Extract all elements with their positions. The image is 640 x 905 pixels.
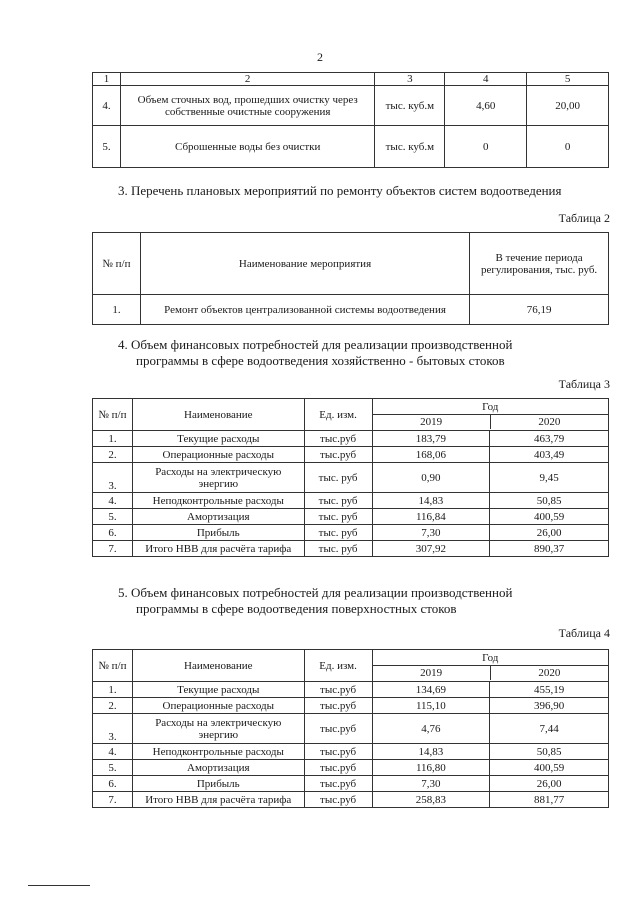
table-header-row	[93, 73, 609, 86]
header-name: Наименование	[132, 650, 304, 682]
row-number: 5.	[93, 126, 121, 168]
row-unit: тыс. руб	[304, 493, 372, 509]
row-name: Ремонт объектов централизованной системы водоотведения	[140, 295, 469, 325]
table-row	[93, 126, 609, 168]
row-name: Объем сточных вод, прошедших очистку через собственные очистные сооружения	[120, 86, 374, 126]
table-row	[93, 714, 609, 744]
row-name: Амортизация	[132, 509, 304, 525]
header-period: В течение периода регулирования, тыс. руб.	[470, 233, 609, 295]
row-value-2020: 26,00	[490, 525, 609, 541]
table-1	[92, 72, 609, 168]
row-number: 4.	[93, 744, 133, 760]
row-value-2020: 396,90	[490, 698, 609, 714]
row-unit: тыс.руб	[304, 792, 372, 808]
row-name: Расходы на электрическую энергию	[132, 463, 304, 493]
table-row	[93, 760, 609, 776]
row-number: 3.	[93, 463, 133, 493]
header-unit: Ед. изм.	[304, 399, 372, 431]
row-unit: тыс. куб.м	[375, 86, 445, 126]
header-year-2019: 2019	[373, 666, 491, 680]
row-number: 6.	[93, 776, 133, 792]
table-row	[93, 776, 609, 792]
row-number: 4.	[93, 86, 121, 126]
row-value-2020: 7,44	[490, 714, 609, 744]
table-header-row	[93, 233, 609, 295]
table-row	[93, 792, 609, 808]
row-value-2019: 183,79	[372, 431, 490, 447]
row-name: Операционные расходы	[132, 698, 304, 714]
section-4-heading-line-2: программы в сфере водоотведения хозяйственно - бытовых стоков	[136, 353, 505, 368]
row-number: 1.	[93, 431, 133, 447]
table-row	[93, 509, 609, 525]
column-number: 4	[445, 73, 527, 86]
row-value-2020: 890,37	[490, 541, 609, 557]
row-name: Итого НВВ для расчёта тарифа	[132, 792, 304, 808]
header-name: Наименование	[132, 399, 304, 431]
row-unit: тыс.руб	[304, 744, 372, 760]
row-number: 7.	[93, 792, 133, 808]
row-value-2019: 115,10	[372, 698, 490, 714]
header-year	[372, 650, 608, 682]
row-name: Амортизация	[132, 760, 304, 776]
table-row	[93, 698, 609, 714]
column-number: 2	[120, 73, 374, 86]
row-value-2019: 258,83	[372, 792, 490, 808]
row-number: 4.	[93, 493, 133, 509]
row-value-2019: 168,06	[372, 447, 490, 463]
row-name: Текущие расходы	[132, 431, 304, 447]
table-row	[93, 744, 609, 760]
row-name: Сброшенные воды без очистки	[120, 126, 374, 168]
row-unit: тыс.руб	[304, 431, 372, 447]
row-unit: тыс.руб	[304, 698, 372, 714]
row-value-2020: 455,19	[490, 682, 609, 698]
column-number: 5	[527, 73, 609, 86]
table-header-row	[93, 650, 609, 682]
row-value-2019: 7,30	[372, 776, 490, 792]
row-unit: тыс.руб	[304, 447, 372, 463]
row-name: Прибыль	[132, 776, 304, 792]
table-3-caption: Таблица 3	[558, 377, 610, 391]
table-row	[93, 525, 609, 541]
row-value-2020: 9,45	[490, 463, 609, 493]
row-value-2020: 50,85	[490, 744, 609, 760]
row-value-2019: 116,80	[372, 760, 490, 776]
row-unit: тыс.руб	[304, 714, 372, 744]
table-3	[92, 398, 609, 557]
table-row	[93, 447, 609, 463]
header-year-2020: 2020	[538, 666, 561, 679]
column-number: 1	[93, 73, 121, 86]
row-value-2019: 4,60	[445, 86, 527, 126]
row-unit: тыс.руб	[304, 760, 372, 776]
row-number: 7.	[93, 541, 133, 557]
header-year-label: Год	[373, 401, 608, 415]
table-row	[93, 682, 609, 698]
row-name: Расходы на электрическую энергию	[132, 714, 304, 744]
row-name: Прибыль	[132, 525, 304, 541]
header-year-label: Год	[373, 652, 608, 666]
table-4	[92, 649, 609, 808]
row-value: 76,19	[470, 295, 609, 325]
row-number: 5.	[93, 509, 133, 525]
table-2-caption: Таблица 2	[558, 211, 610, 225]
row-name: Итого НВВ для расчёта тарифа	[132, 541, 304, 557]
row-value-2020: 26,00	[490, 776, 609, 792]
row-value-2019: 7,30	[372, 525, 490, 541]
footnote-divider	[28, 885, 90, 886]
row-value-2020: 0	[527, 126, 609, 168]
row-value-2019: 0	[445, 126, 527, 168]
row-number: 6.	[93, 525, 133, 541]
section-4-heading-line-1: 4. Объем финансовых потребностей для реализации производственной	[118, 337, 513, 352]
row-number: 2.	[93, 447, 133, 463]
table-2	[92, 232, 609, 325]
header-number: № п/п	[93, 650, 133, 682]
section-3-heading: 3. Перечень плановых мероприятий по ремонту объектов систем водоотведения	[118, 183, 562, 198]
row-value-2019: 14,83	[372, 744, 490, 760]
header-unit: Ед. изм.	[304, 650, 372, 682]
row-name: Операционные расходы	[132, 447, 304, 463]
section-5-heading-line-1: 5. Объем финансовых потребностей для реализации производственной	[118, 585, 513, 600]
row-value-2019: 4,76	[372, 714, 490, 744]
table-header-row	[93, 399, 609, 431]
row-value-2020: 403,49	[490, 447, 609, 463]
header-number: № п/п	[93, 399, 133, 431]
row-name: Неподконтрольные расходы	[132, 493, 304, 509]
row-value-2019: 307,92	[372, 541, 490, 557]
row-value-2019: 134,69	[372, 682, 490, 698]
table-row	[93, 493, 609, 509]
header-year-2020: 2020	[538, 415, 561, 428]
page-number: 2	[317, 50, 323, 64]
header-year-2019: 2019	[373, 415, 491, 429]
row-unit: тыс. руб	[304, 509, 372, 525]
row-value-2020: 20,00	[527, 86, 609, 126]
row-value-2019: 0,90	[372, 463, 490, 493]
row-number: 5.	[93, 760, 133, 776]
row-unit: тыс.руб	[304, 682, 372, 698]
row-unit: тыс. руб	[304, 541, 372, 557]
row-value-2019: 116,84	[372, 509, 490, 525]
row-number: 1.	[93, 682, 133, 698]
row-value-2020: 463,79	[490, 431, 609, 447]
row-name: Текущие расходы	[132, 682, 304, 698]
row-unit: тыс. руб	[304, 525, 372, 541]
column-number: 3	[375, 73, 445, 86]
row-unit: тыс. руб	[304, 463, 372, 493]
row-value-2020: 50,85	[490, 493, 609, 509]
row-value-2020: 400,59	[490, 760, 609, 776]
section-5-heading-line-2: программы в сфере водоотведения поверхностных стоков	[136, 601, 457, 616]
row-number: 3.	[93, 714, 133, 744]
table-row	[93, 86, 609, 126]
table-row	[93, 541, 609, 557]
table-row	[93, 431, 609, 447]
table-row	[93, 295, 609, 325]
table-4-caption: Таблица 4	[558, 626, 610, 640]
row-unit: тыс.руб	[304, 776, 372, 792]
row-value-2020: 881,77	[490, 792, 609, 808]
row-name: Неподконтрольные расходы	[132, 744, 304, 760]
section-5-heading	[118, 585, 618, 617]
header-activity: Наименование мероприятия	[140, 233, 469, 295]
header-number: № п/п	[93, 233, 141, 295]
header-year	[372, 399, 608, 431]
table-row	[93, 463, 609, 493]
row-unit: тыс. куб.м	[375, 126, 445, 168]
row-number: 1.	[93, 295, 141, 325]
section-4-heading	[118, 337, 618, 369]
row-number: 2.	[93, 698, 133, 714]
row-value-2019: 14,83	[372, 493, 490, 509]
row-value-2020: 400,59	[490, 509, 609, 525]
